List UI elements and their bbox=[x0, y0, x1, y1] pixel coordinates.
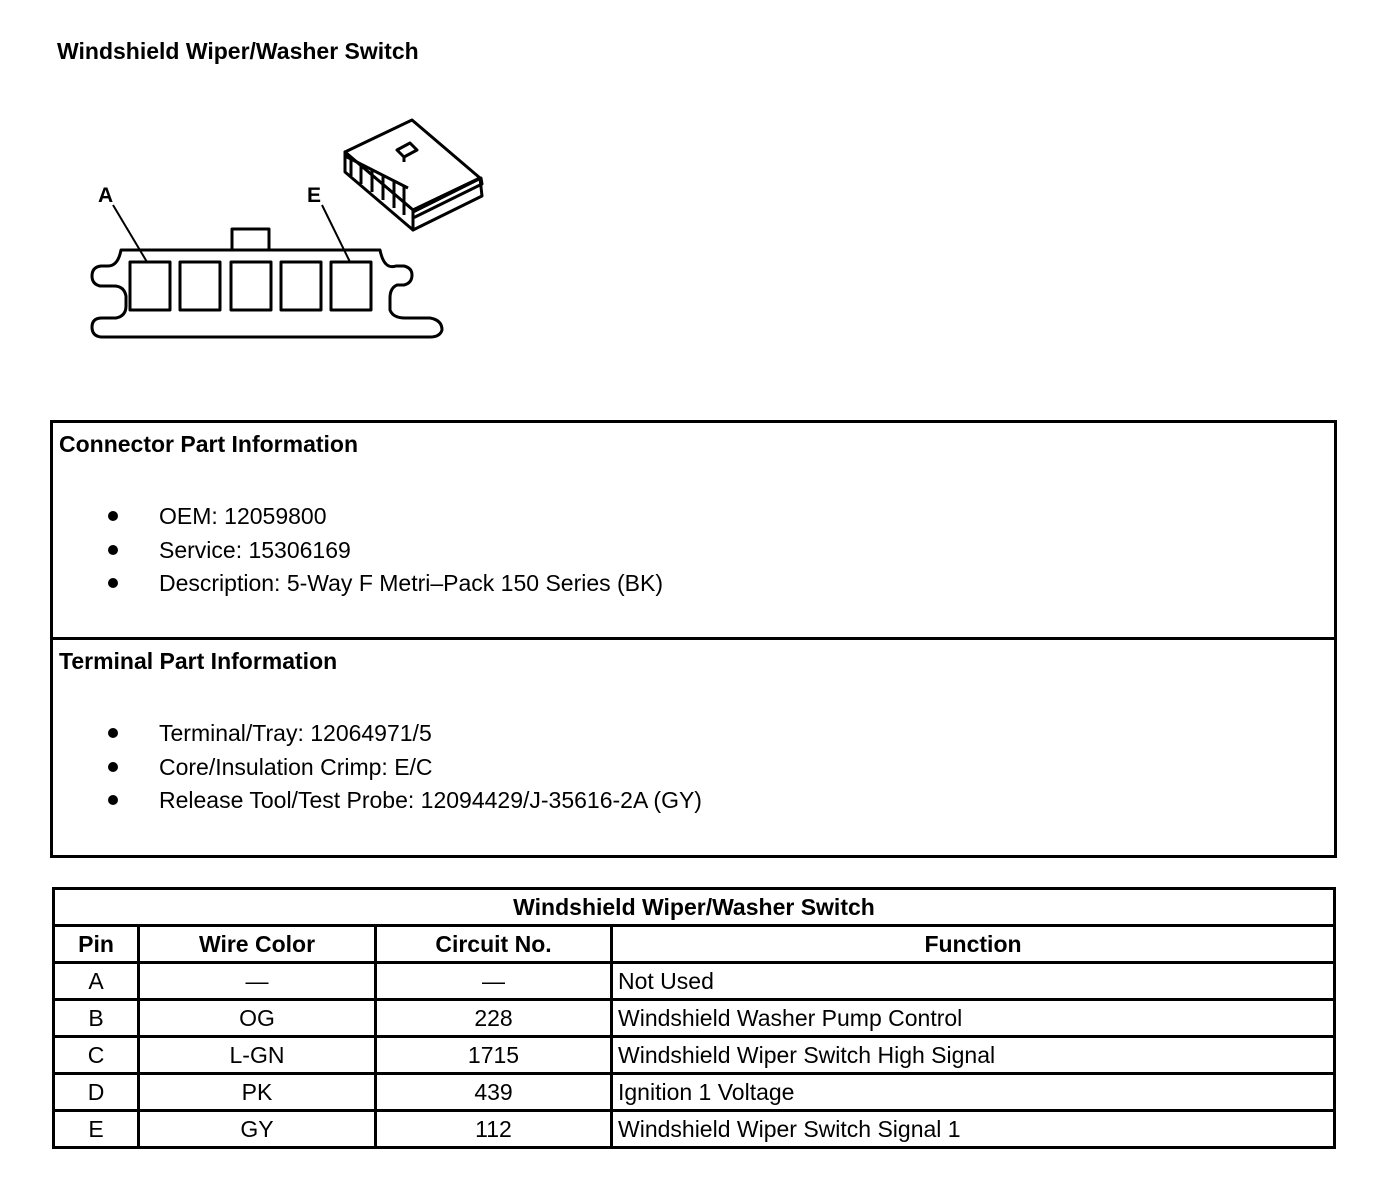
table-row bbox=[54, 1074, 1335, 1111]
list-item bbox=[53, 784, 702, 818]
function-cell: Windshield Wiper Switch High Signal bbox=[612, 1037, 1335, 1074]
pin-label-e: E bbox=[307, 184, 322, 207]
table-row bbox=[54, 1037, 1335, 1074]
function-cell: Ignition 1 Voltage bbox=[612, 1074, 1335, 1111]
wire-color-cell: L-GN bbox=[139, 1037, 376, 1074]
connector-info-section bbox=[53, 423, 1334, 640]
terminal-info-section bbox=[53, 640, 1334, 855]
table-row bbox=[54, 1000, 1335, 1037]
bullet-icon bbox=[108, 511, 118, 521]
table-row bbox=[54, 1111, 1335, 1148]
pin-cell: E bbox=[54, 1111, 139, 1148]
list-item-text: Core/Insulation Crimp: E/C bbox=[159, 753, 433, 780]
pin-cell: B bbox=[54, 1000, 139, 1037]
column-header-circuit: Circuit No. bbox=[376, 926, 612, 963]
list-item-text: OEM: 12059800 bbox=[159, 503, 327, 529]
pin-label-a: A bbox=[98, 184, 114, 207]
pin-cell: D bbox=[54, 1074, 139, 1111]
function-cell: Not Used bbox=[612, 963, 1335, 1000]
list-item-text: Description: 5-Way F Metri–Pack 150 Series (BK) bbox=[159, 570, 664, 596]
part-info-box bbox=[50, 420, 1337, 858]
page-title: Windshield Wiper/Washer Switch bbox=[57, 38, 419, 64]
connector-illustration bbox=[345, 120, 482, 230]
terminal-info-list bbox=[53, 717, 702, 818]
table-caption-row bbox=[54, 889, 1335, 926]
wire-color-cell: — bbox=[139, 963, 376, 1000]
terminal-info-heading: Terminal Part Information bbox=[59, 648, 338, 674]
circuit-cell: 228 bbox=[376, 1000, 612, 1037]
column-header-wire-color: Wire Color bbox=[139, 926, 376, 963]
list-item bbox=[53, 717, 702, 751]
list-item bbox=[53, 751, 702, 785]
table-row bbox=[54, 963, 1335, 1000]
function-cell: Windshield Wiper Switch Signal 1 bbox=[612, 1111, 1335, 1148]
connector-info-heading: Connector Part Information bbox=[59, 431, 359, 457]
table-header-row bbox=[54, 926, 1335, 963]
circuit-cell: 112 bbox=[376, 1111, 612, 1148]
list-item-text: Release Tool/Test Probe: 12094429/J-35616-2A (GY) bbox=[159, 787, 702, 813]
pin-cell: A bbox=[54, 963, 139, 1000]
list-item bbox=[53, 567, 663, 601]
bullet-icon bbox=[108, 795, 118, 805]
pin-table bbox=[52, 887, 1336, 1149]
connector-info-list bbox=[53, 500, 663, 601]
wire-color-cell: OG bbox=[139, 1000, 376, 1037]
connector-latch-tab bbox=[232, 229, 269, 250]
connector-diagram bbox=[70, 110, 490, 350]
bullet-icon bbox=[108, 728, 118, 738]
column-header-function: Function bbox=[612, 926, 1335, 963]
function-cell: Windshield Washer Pump Control bbox=[612, 1000, 1335, 1037]
bullet-icon bbox=[108, 762, 118, 772]
wire-color-cell: PK bbox=[139, 1074, 376, 1111]
circuit-cell: — bbox=[376, 963, 612, 1000]
list-item bbox=[53, 500, 663, 534]
list-item bbox=[53, 534, 663, 568]
table-caption: Windshield Wiper/Washer Switch bbox=[54, 889, 1335, 926]
circuit-cell: 439 bbox=[376, 1074, 612, 1111]
list-item-text: Service: 15306169 bbox=[159, 536, 351, 563]
bullet-icon bbox=[108, 578, 118, 588]
column-header-pin: Pin bbox=[54, 926, 139, 963]
bullet-icon bbox=[108, 545, 118, 555]
list-item-text: Terminal/Tray: 12064971/5 bbox=[159, 720, 432, 746]
wire-color-cell: GY bbox=[139, 1111, 376, 1148]
pin-cell: C bbox=[54, 1037, 139, 1074]
circuit-cell: 1715 bbox=[376, 1037, 612, 1074]
